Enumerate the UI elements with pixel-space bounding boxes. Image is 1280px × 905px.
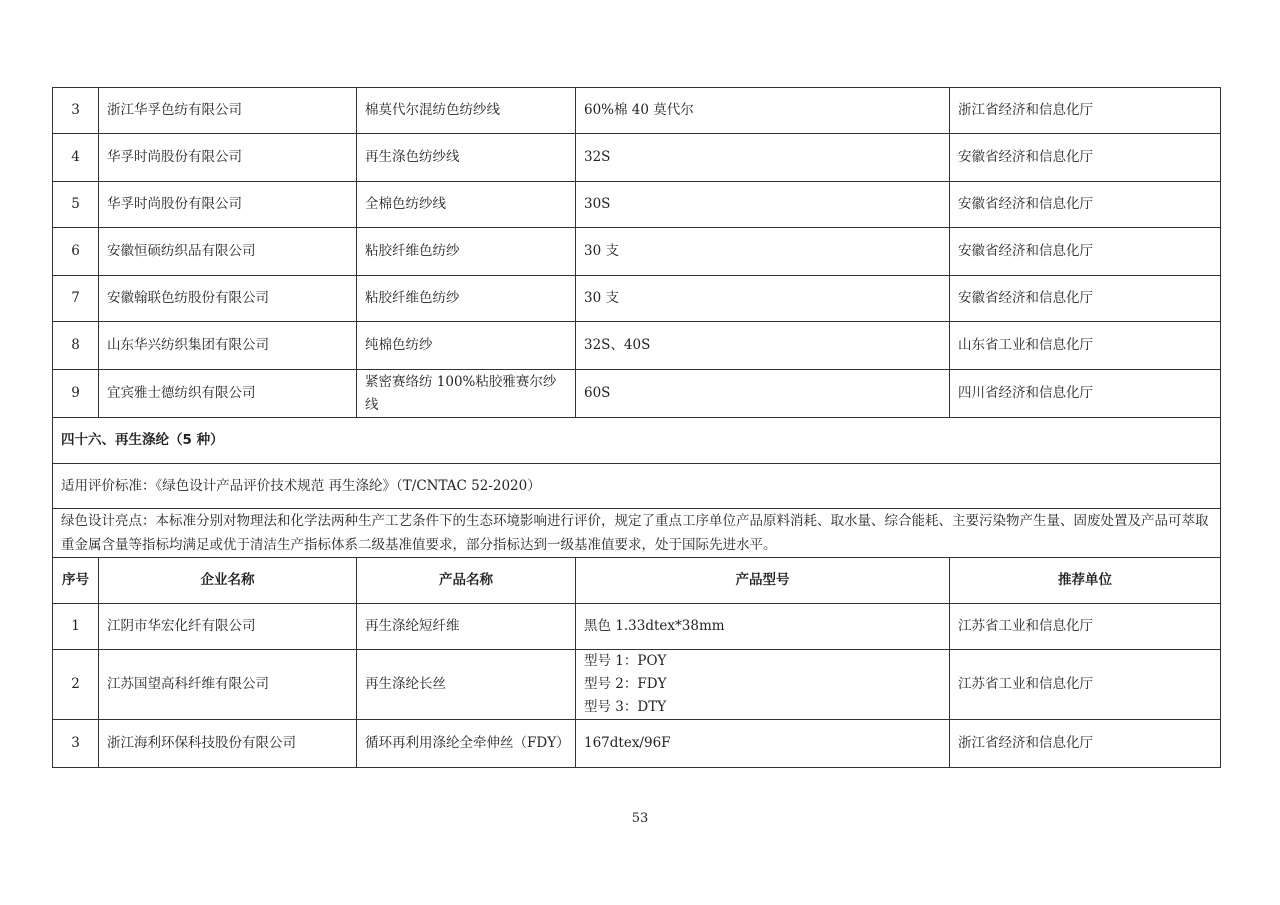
company-name: 华孚时尚股份有限公司 xyxy=(99,182,357,228)
recommender: 浙江省经济和信息化厅 xyxy=(950,720,1221,768)
row-number: 8 xyxy=(53,322,99,370)
product-table xyxy=(52,87,1221,768)
table-row xyxy=(53,228,1221,276)
product-name: 循环再利用涤纶全牵伸丝（FDY） xyxy=(357,720,576,768)
product-model xyxy=(576,720,950,768)
company-name: 山东华兴纺织集团有限公司 xyxy=(99,322,357,370)
table-row xyxy=(53,134,1221,182)
row-number: 6 xyxy=(53,228,99,276)
product-model xyxy=(576,604,950,650)
section-title-row xyxy=(53,418,1221,464)
product-name: 再生涤纶短纤维 xyxy=(357,604,576,650)
table-row xyxy=(53,276,1221,322)
product-name: 再生涤纶长丝 xyxy=(357,650,576,720)
design-highlight: 绿色设计亮点：本标准分别对物理法和化学法两种生产工艺条件下的生态环境影响进行评价，规定了重点工序单位产品原料消耗、取水量、综合能耗、主要污染物产生量、固废处置及产品可萃取重金属含量等指标均满足或优于清洁生产指标体系二级基准值要求，部分指标达到一级基准值要求，处于国际先进水平。 xyxy=(53,509,1221,558)
model-line: 167dtex/96F xyxy=(584,735,671,751)
product-model: 30S xyxy=(576,182,950,228)
recommender: 浙江省经济和信息化厅 xyxy=(950,88,1221,134)
product-name: 全棉色纺纱线 xyxy=(357,182,576,228)
row-number: 2 xyxy=(53,650,99,720)
product-model: 60S xyxy=(576,370,950,418)
product-model: 60%棉 40 莫代尔 xyxy=(576,88,950,134)
product-name: 再生涤色纺纱线 xyxy=(357,134,576,182)
header-product: 产品名称 xyxy=(357,558,576,604)
table-header-row xyxy=(53,558,1221,604)
table-row xyxy=(53,720,1221,768)
table-row xyxy=(53,322,1221,370)
company-name: 江苏国望高科纤维有限公司 xyxy=(99,650,357,720)
product-name: 粘胶纤维色纺纱 xyxy=(357,228,576,276)
company-name: 江阴市华宏化纤有限公司 xyxy=(99,604,357,650)
recommender: 江苏省工业和信息化厅 xyxy=(950,604,1221,650)
recommender: 安徽省经济和信息化厅 xyxy=(950,182,1221,228)
row-number: 3 xyxy=(53,720,99,768)
table-row xyxy=(53,650,1221,720)
header-company: 企业名称 xyxy=(99,558,357,604)
standard-row xyxy=(53,464,1221,509)
product-model xyxy=(576,650,950,720)
company-name: 宜宾雅士德纺织有限公司 xyxy=(99,370,357,418)
model-line: 型号 1：POY xyxy=(584,653,667,669)
highlight-row xyxy=(53,509,1221,558)
table-row xyxy=(53,88,1221,134)
header-recommender: 推荐单位 xyxy=(950,558,1221,604)
evaluation-standard: 适用评价标准：《绿色设计产品评价技术规范 再生涤纶》（T/CNTAC 52-2020） xyxy=(53,464,1221,509)
company-name: 安徽恒硕纺织品有限公司 xyxy=(99,228,357,276)
page-number: 53 xyxy=(631,811,649,826)
table-row xyxy=(53,182,1221,228)
section-title: 四十六、再生涤纶（5 种） xyxy=(53,418,1221,464)
header-no: 序号 xyxy=(53,558,99,604)
row-number: 5 xyxy=(53,182,99,228)
product-model: 30 支 xyxy=(576,276,950,322)
table-row xyxy=(53,370,1221,418)
row-number: 9 xyxy=(53,370,99,418)
product-name: 纯棉色纺纱 xyxy=(357,322,576,370)
model-line: 型号 3：DTY xyxy=(584,699,667,715)
product-name: 棉莫代尔混纺色纺纱线 xyxy=(357,88,576,134)
recommender: 安徽省经济和信息化厅 xyxy=(950,134,1221,182)
product-name: 粘胶纤维色纺纱 xyxy=(357,276,576,322)
recommender: 江苏省工业和信息化厅 xyxy=(950,650,1221,720)
recommender: 安徽省经济和信息化厅 xyxy=(950,276,1221,322)
header-model: 产品型号 xyxy=(576,558,950,604)
row-number: 7 xyxy=(53,276,99,322)
table-row xyxy=(53,604,1221,650)
product-name: 紧密赛络纺 100%粘胶雅赛尔纱线 xyxy=(357,370,576,418)
company-name: 安徽翰联色纺股份有限公司 xyxy=(99,276,357,322)
company-name: 华孚时尚股份有限公司 xyxy=(99,134,357,182)
recommender: 安徽省经济和信息化厅 xyxy=(950,228,1221,276)
model-line: 黑色 1.33dtex*38mm xyxy=(584,618,725,634)
recommender: 山东省工业和信息化厅 xyxy=(950,322,1221,370)
model-line: 型号 2：FDY xyxy=(584,676,667,692)
product-model: 30 支 xyxy=(576,228,950,276)
recommender: 四川省经济和信息化厅 xyxy=(950,370,1221,418)
company-name: 浙江华孚色纺有限公司 xyxy=(99,88,357,134)
row-number: 1 xyxy=(53,604,99,650)
row-number: 4 xyxy=(53,134,99,182)
product-model: 32S、40S xyxy=(576,322,950,370)
company-name: 浙江海利环保科技股份有限公司 xyxy=(99,720,357,768)
row-number: 3 xyxy=(53,88,99,134)
product-model: 32S xyxy=(576,134,950,182)
